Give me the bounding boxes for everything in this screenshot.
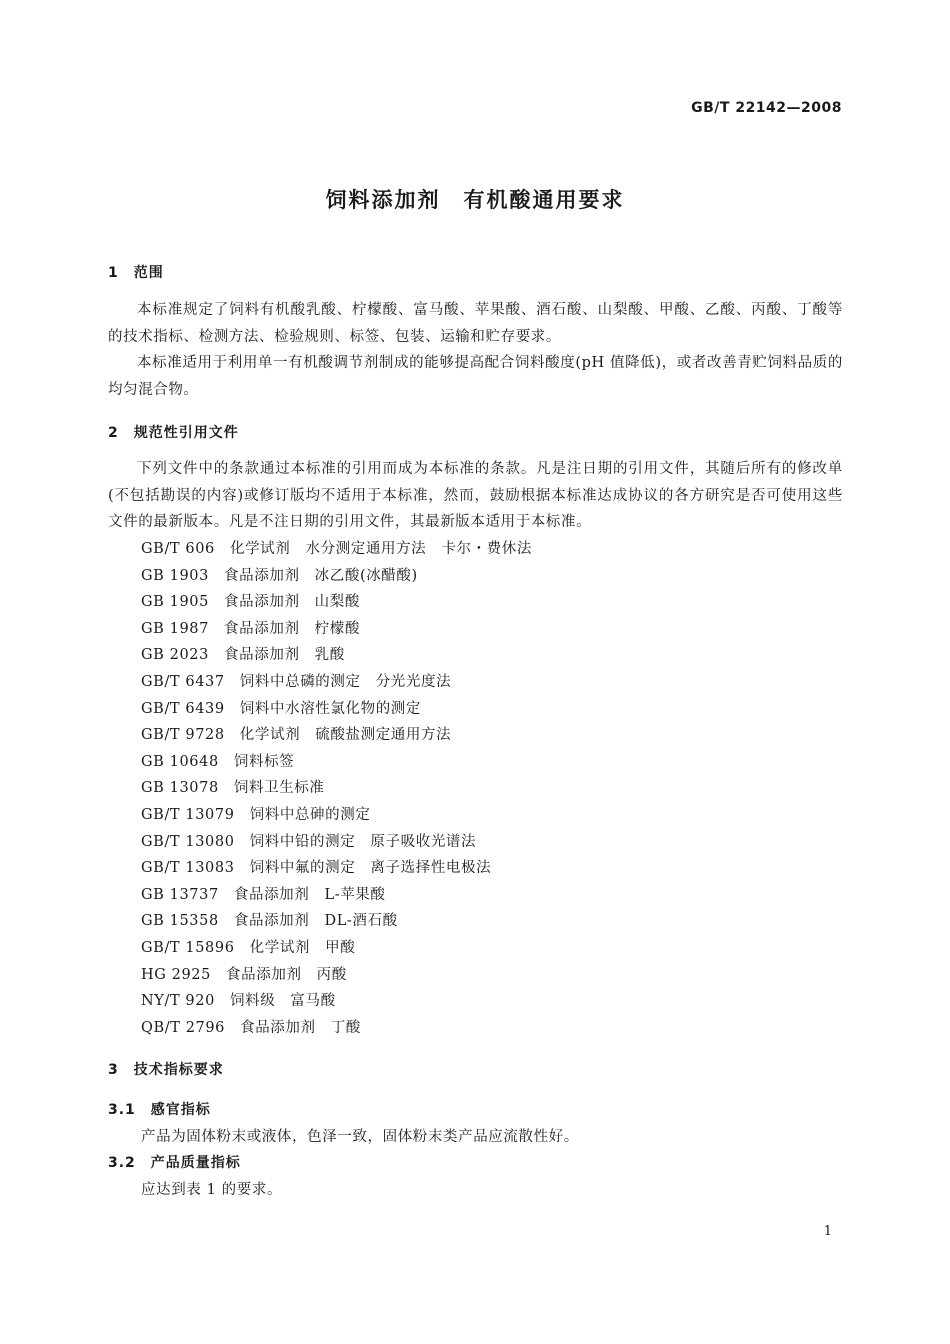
reference-item: GB/T 6439 饲料中水溶性氯化物的测定 [141,700,422,717]
section-1-paragraph-2: 本标准适用于利用单一有机酸调节剂制成的能够提高配合饲料酸度(pH 值降低)，或者改善青贮饲料品质的均匀混合物。 [108,355,843,398]
reference-item: GB/T 13080 饲料中铅的测定 原子吸收光谱法 [141,833,477,850]
section-3-1-text: 产品为固体粉末或液体，色泽一致，固体粉末类产品应流散性好。 [141,1129,579,1145]
reference-item: GB/T 13079 饲料中总砷的测定 [141,806,371,823]
reference-item: GB/T 6437 饲料中总磷的测定 分光光度法 [141,673,452,690]
section-2-paragraph: 下列文件中的条款通过本标准的引用而成为本标准的条款。凡是注日期的引用文件，其随后所有的修改单(不包括勘误的内容)或修订版均不适用于本标准，然而，鼓励根据本标准达成协议的各方研究是否可使用这些文件的最新版本。凡是不注日期的引用文件，其最新版本适用于本标准。 [108,461,843,530]
reference-item: GB/T 15896 化学试剂 甲酸 [141,939,356,956]
reference-item: GB/T 9728 化学试剂 硫酸盐测定通用方法 [141,727,452,744]
section-2-heading: 2 规范性引用文件 [108,425,239,441]
reference-item: GB 10648 饲料标签 [141,753,295,770]
reference-item: GB 1903 食品添加剂 冰乙酸(冰醋酸) [141,567,418,584]
section-3-heading: 3 技术指标要求 [108,1062,224,1078]
reference-item: GB/T 606 化学试剂 水分测定通用方法 卡尔・费休法 [141,541,532,557]
standard-number: GB/T 22142—2008 [691,100,842,116]
section-1-paragraph-1: 本标准规定了饲料有机酸乳酸、柠檬酸、富马酸、苹果酸、酒石酸、山梨酸、甲酸、乙酸、丙酸、丁酸等的技术指标、检测方法、检验规则、标签、包装、运输和贮存要求。 [108,302,843,345]
reference-item: GB 2023 食品添加剂 乳酸 [141,647,345,664]
reference-item: GB 13078 饲料卫生标准 [141,780,325,797]
section-3-2-heading: 3.2 产品质量指标 [108,1155,241,1171]
reference-item: QB/T 2796 食品添加剂 丁酸 [141,1019,361,1036]
document-title: 饲料添加剂 有机酸通用要求 [325,188,625,212]
normative-references-list [141,536,532,1041]
reference-item: GB 15358 食品添加剂 DL-酒石酸 [141,913,398,930]
section-3-2-text: 应达到表 1 的要求。 [141,1182,283,1198]
reference-item: GB/T 13083 饲料中氟的测定 离子选择性电极法 [141,860,492,877]
reference-item: GB 13737 食品添加剂 L-苹果酸 [141,886,386,903]
reference-item: NY/T 920 饲料级 富马酸 [141,993,336,1010]
page-number: 1 [823,1224,832,1239]
reference-item: GB 1987 食品添加剂 柠檬酸 [141,620,360,637]
reference-item: GB 1905 食品添加剂 山梨酸 [141,594,360,611]
section-3-1-heading: 3.1 感官指标 [108,1102,211,1118]
section-1-heading: 1 范围 [108,265,164,281]
reference-item: HG 2925 食品添加剂 丙酸 [141,966,347,983]
